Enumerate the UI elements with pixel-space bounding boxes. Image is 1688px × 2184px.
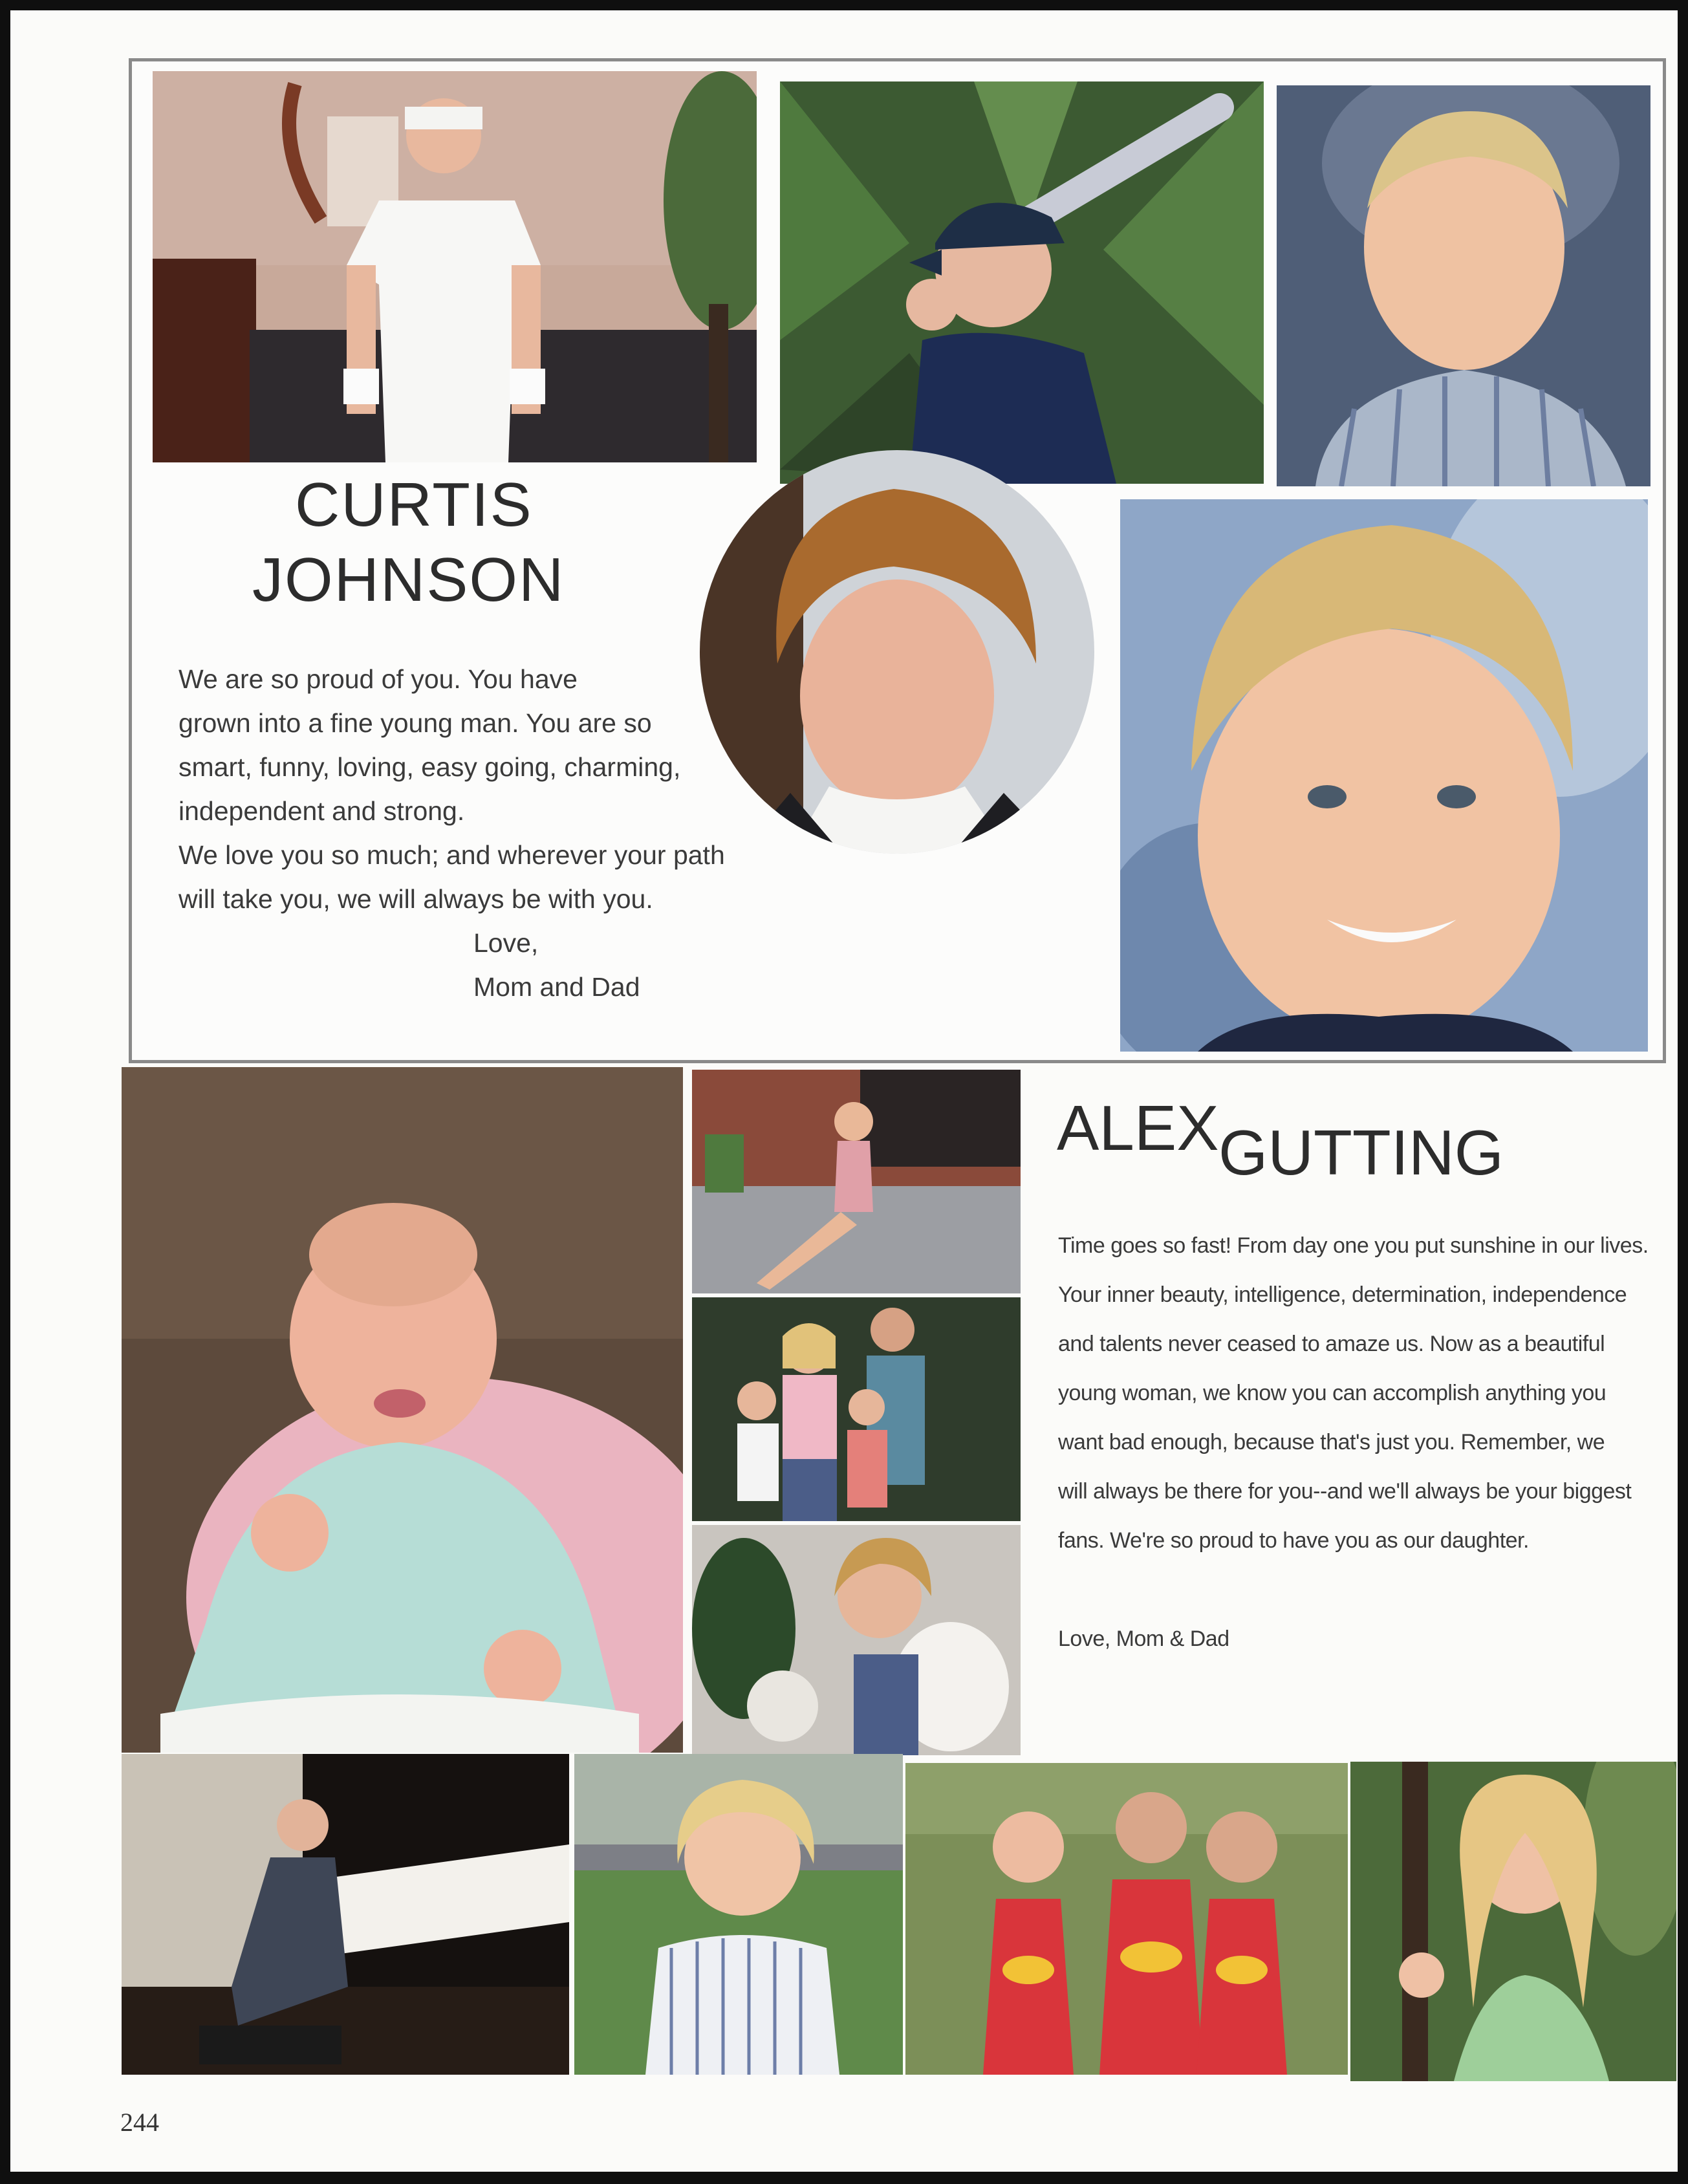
curtis-message-line: grown into a fine young man. You are so	[179, 708, 652, 738]
photo-tennis-outfit	[153, 71, 757, 462]
photo-three-girls-seton-catholic	[905, 1763, 1348, 2075]
alex-message-line: want bad enough, because that's just you. Remember, we	[1058, 1430, 1605, 1454]
curtis-message-line: will take you, we will always be with you.	[179, 884, 653, 914]
alex-message-line: will always be there for you--and we'll always be your biggest	[1058, 1479, 1632, 1504]
photo-young-boy-blue-backdrop	[1120, 499, 1648, 1052]
photo-baby-portrait	[122, 1067, 683, 1753]
photo-baseball-bat	[780, 81, 1264, 484]
alex-first-name: ALEX	[1057, 1092, 1219, 1163]
alex-message-line: and talents never ceased to amaze us. Now as a beautiful	[1058, 1332, 1605, 1356]
page-number: 244	[120, 2108, 159, 2137]
curtis-first-name: CURTIS	[295, 470, 533, 539]
yearbook-page	[10, 10, 1678, 2172]
curtis-message-line: We are so proud of you. You have	[179, 664, 578, 694]
curtis-message-line: independent and strong.	[179, 796, 465, 826]
photo-boy-striped-shirt	[1277, 85, 1650, 486]
curtis-message-line: We love you so much; and wherever your path	[179, 840, 725, 870]
photo-girl-rockies-jersey	[574, 1754, 903, 2075]
alex-signature: Love, Mom & Dad	[1058, 1627, 1229, 1651]
curtis-message	[179, 657, 825, 1009]
curtis-message-line: smart, funny, loving, easy going, charming,	[179, 752, 681, 782]
curtis-last-name: JOHNSON	[252, 545, 565, 614]
alex-message-line: Time goes so fast! From day one you put sunshine in our lives.	[1058, 1233, 1649, 1258]
alex-message-line: fans. We're so proud to have you as our daughter.	[1058, 1528, 1529, 1553]
alex-last-name: GUTTING	[1218, 1117, 1504, 1188]
alex-message	[1058, 1221, 1653, 1663]
photo-girl-at-piano	[122, 1754, 569, 2075]
alex-message-line: young woman, we know you can accomplish anything you	[1058, 1381, 1607, 1405]
photo-family-group	[692, 1297, 1021, 1521]
photo-girl-posing-outdoors	[692, 1070, 1021, 1293]
photo-girl-with-dog	[692, 1525, 1021, 1755]
curtis-signature: Mom and Dad	[473, 972, 640, 1002]
spacer	[1058, 1565, 1653, 1614]
curtis-closing: Love,	[473, 928, 539, 958]
alex-message-line: Your inner beauty, intelligence, determination, independence	[1058, 1282, 1627, 1307]
photo-teen-girl-outdoors	[1350, 1762, 1676, 2081]
